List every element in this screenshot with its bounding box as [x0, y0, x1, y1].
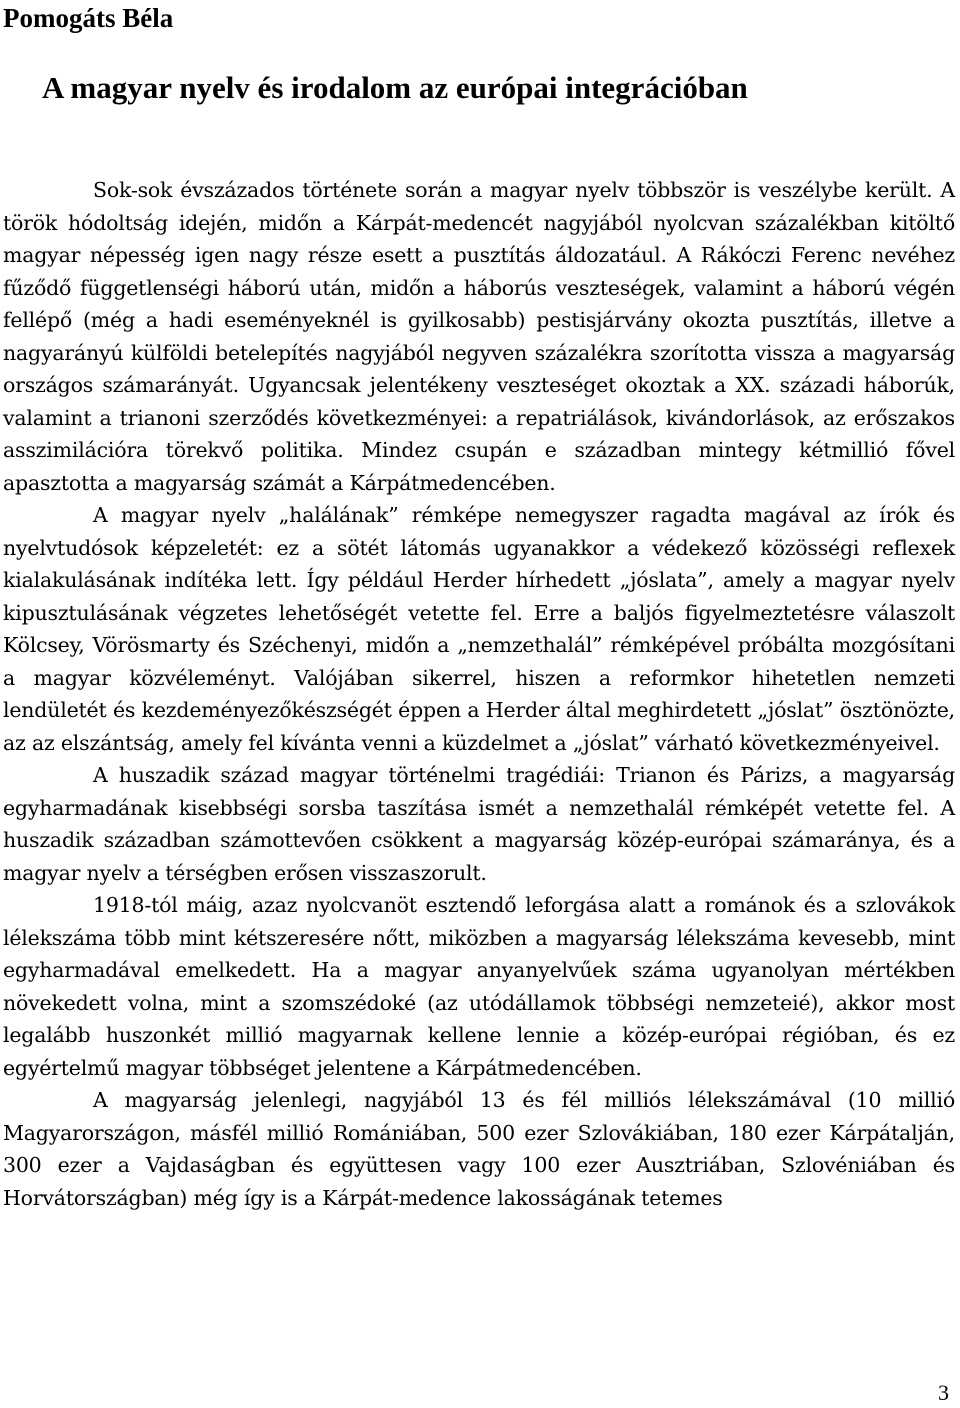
paragraph-2: A magyar nyelv „halálának” rémképe nemegyszer ragadta magával az írók és nyelvtudósok képzeletét: ez a sötét látomás ugyanakkor a védekező közösségi reflexek kialakulásának indítéka lett. Így például Herder hírhedett „jóslata”, amely a magyar nyelv kipusztulásának végzetes lehetőségét vetette fel. Erre a baljós figyelmeztetésre válaszolt Kölcsey, Vörösmarty és Széchenyi, midőn a „nemzethalál” rémképével próbálta mozgósítani a magyar közvéleményt. Valójában sikerrel, hiszen a reformkor hihetetlen nemzeti lendületét és kezdeményezőkészségét éppen a Herder által meghirdetett „jóslat” ösztönözte, az az elszántság, amely fel kívánta venni a küzdelmet a „jóslat” várható következményeivel. — [3, 503, 955, 755]
paragraph-1: Sok-sok évszázados története során a magyar nyelv többször is veszélybe került. A török hódoltság idején, midőn a Kárpát-medencét nagyjából nyolcvan százalékban kitöltő magyar népesség igen nagy része esett a pusztítás áldozatául. A Rákóczi Ferenc nevéhez fűződő függetlenségi háború után, midőn a háborús veszteségek, valamint a háború végén fellépő (még a hadi eseményeknél is gyilkosabb) pestisjárvány okozta pusztítás, illetve a nagyarányú külföldi betelepítés nagyjából negyven százalékra szorította vissza a magyarság országos számarányát. Ugyancsak jelentékeny veszteséget okoztak a XX. századi háborúk, valamint a trianoni szerződés következményei: a repatriálások, kivándorlások, az erőszakos asszimilációra törekvő politika. Mindez csupán e században mintegy kétmillió fővel apasztotta a magyarság számát a Kárpátmedencében. — [3, 178, 955, 495]
page-title: A magyar nyelv és irodalom az európai integrációban — [42, 70, 748, 105]
paragraph-4: 1918-tól máig, azaz nyolcvanöt esztendő leforgása alatt a románok és a szlovákok lélekszáma több mint kétszeresére nőtt, miközben a magyarság lélekszáma kevesebb, mint egyharmadával emelkedett. Ha a magyar anyanyelvűek száma ugyanolyan mértékben növekedett volna, mint a szomszédoké (az utódállamok többségi nemzeteié), akkor most legalább huszonkét millió magyarnak kellene lennie a közép-európai régióban, és ez egyértelmű magyar többséget jelentene a Kárpátmedencében. — [3, 893, 955, 1080]
body-text — [3, 174, 955, 1214]
paragraph-5: A magyarság jelenlegi, nagyjából 13 és fél milliós lélekszámával (10 millió Magyarországon, másfél millió Romániában, 500 ezer Szlovákiában, 180 ezer Kárpátalján, 300 ezer a Vajdaságban és együttesen vagy 100 ezer Ausztriában, Szlovéniában és Horvátországban) még így is a Kárpát-medence lakosságának tetemes — [3, 1088, 955, 1210]
page-number: 3 — [938, 1380, 949, 1405]
author-name: Pomogáts Béla — [3, 3, 174, 33]
paragraph-3: A huszadik század magyar történelmi tragédiái: Trianon és Párizs, a magyarság egyharmadának kisebbségi sorsba taszítása ismét a nemzethalál rémképét vetette fel. A huszadik században számottevően csökkent a magyarság közép-európai számaránya, és a magyar nyelv a térségben erősen visszaszorult. — [3, 763, 955, 885]
